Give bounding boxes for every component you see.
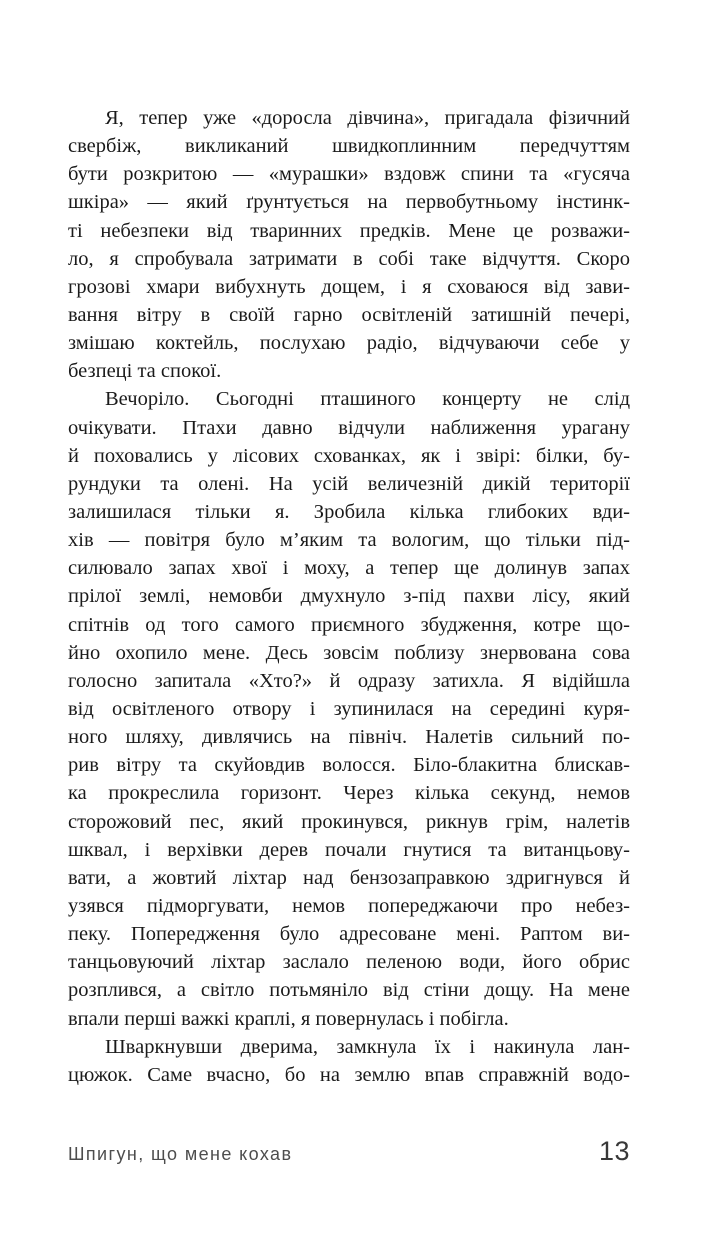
text-line: бути розкритою — «мурашки» вздовж спини та «гусяча [68, 163, 630, 186]
text-line: спітнів од того самого приємного збудження, котре що- [68, 613, 630, 636]
text-line: безпеці та спокої. [68, 360, 222, 383]
text-line: рив вітру та скуйовдив волосся. Біло-блакитна блискав- [68, 754, 630, 777]
text-line: прілої землі, немовби дмухнуло з-під пахви лісу, який [68, 585, 630, 608]
text-line: силювало запах хвої і моху, а тепер ще долинув запах [68, 557, 630, 580]
text-line: змішаю коктейль, послухаю радіо, відчуваючи себе у [68, 332, 630, 355]
text-line: від освітленого отвору і зупинилася на середині куря- [68, 697, 630, 720]
text-line: вання вітру в своїй гарно освітленій затишній печері, [68, 303, 630, 326]
text-line: йно охопило мене. Десь зовсім поблизу знервована сова [68, 641, 630, 664]
text-line: хів — повітря було м’яким та вологим, що тільки під- [68, 529, 630, 552]
text-line: цюжок. Саме вчасно, бо на землю впав справжній водо- [68, 1063, 630, 1086]
text-line: шкіра» — який ґрунтується на первобутньому інстинк- [68, 191, 630, 214]
text-line: очікувати. Птахи давно відчули наближення урагану [68, 416, 630, 439]
text-line: сторожовий пес, який прокинувся, рикнув грім, налетів [68, 810, 630, 833]
page-number: 13 [598, 1136, 630, 1166]
text-line: ло, я спробувала затримати в собі таке відчуття. Скоро [68, 247, 630, 270]
text-line: рундуки та олені. На усій величезній дикій території [68, 472, 630, 495]
running-title: Шпигун, що мене кохав [68, 1144, 293, 1164]
text-line: Вечоріло. Сьогодні пташиного концерту не слід [105, 388, 630, 411]
paragraph [68, 1033, 630, 1089]
text-line: Шваркнувши дверима, замкнула їх і накинула лан- [105, 1035, 630, 1058]
page-text [68, 104, 630, 1089]
text-line: вати, а жовтий ліхтар над бензозаправкою здригнувся й [68, 866, 630, 889]
text-line: й поховались у лісових схованках, як і звірі: білки, бу- [68, 444, 630, 467]
text-line: грозові хмари вибухнуть дощем, і я сховаюся від зави- [68, 275, 630, 298]
text-line: впали перші важкі краплі, я повернулась і побігла. [68, 1007, 509, 1030]
text-line: свербіж, викликаний швидкоплинним передчуттям [68, 135, 630, 158]
text-line: ті небезпеки від тваринних предків. Мене це розважи- [68, 219, 630, 242]
paragraph [68, 104, 630, 385]
text-line: Я, тепер уже «доросла дівчина», пригадала фізичний [105, 107, 630, 129]
page-footer [68, 1136, 630, 1167]
text-line: ного шляху, дивлячись на північ. Налетів сильний по- [68, 726, 630, 749]
paragraph [68, 385, 630, 1032]
text-line: голосно запитала «Хто?» й одразу затихла. Я відійшла [68, 669, 630, 692]
text-line: ка прокреслила горизонт. Через кілька секунд, немов [68, 782, 630, 805]
text-line: пеку. Попередження було адресоване мені. Раптом ви- [68, 923, 630, 946]
text-line: залишилася тільки я. Зробила кілька глибоких вди- [68, 500, 630, 523]
text-line: танцьовуючий ліхтар заслало пеленою води, його обрис [68, 951, 630, 974]
text-line: шквал, і верхівки дерев почали гнутися та витанцьову- [68, 838, 630, 861]
text-line: узявся підморгувати, немов попереджаючи про небез- [68, 894, 630, 917]
text-line: розплився, а світло потьмяніло від стіни дощу. На мене [68, 979, 630, 1002]
